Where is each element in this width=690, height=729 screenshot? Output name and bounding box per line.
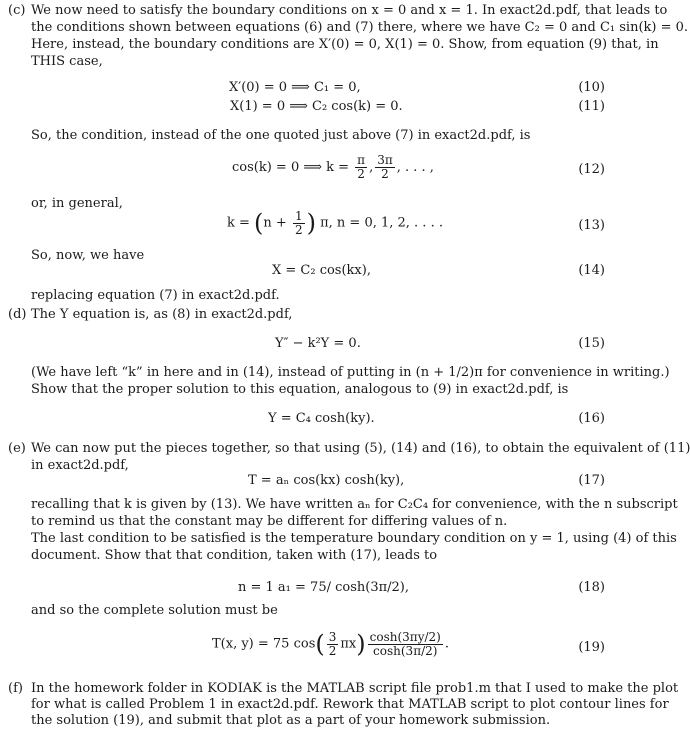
equation-16-number: (16) bbox=[578, 411, 605, 426]
equation-12: cos(k) = 0 ⟹ k = $\frac{\pi}{2}$ , $\frac{3\pi}{2}$ , . . . , bbox=[232, 153, 434, 181]
equation-12-tail: , . . . , bbox=[396, 160, 434, 175]
condition-sentence: So, the condition, instead of the one quoted just above (7) in exact2d.pdf, is bbox=[31, 128, 531, 143]
part-c-label: (c) bbox=[8, 3, 26, 18]
last-condition-line-2: document. Show that that condition, taken with (17), leads to bbox=[31, 548, 438, 563]
in-general-text: or, in general, bbox=[31, 196, 123, 211]
part-f-line-2: for what is called Problem 1 in exact2d.pdf. Rework that MATLAB script to plot contour lines for bbox=[31, 697, 669, 712]
equation-13-left: k = bbox=[227, 215, 255, 231]
part-d-intro: The Y equation is, as (8) in exact2d.pdf, bbox=[31, 307, 293, 322]
equation-10: X′(0) = 0 ⟹ C₁ = 0, bbox=[229, 80, 361, 95]
equation-12-fraction-1: $\frac{\pi}{2}$ bbox=[357, 153, 366, 181]
equation-19-fraction-2: $\frac{\cosh(3\pi y/2)}{\cosh(3\pi/2)}$ bbox=[369, 629, 441, 658]
equation-14-number: (14) bbox=[578, 263, 605, 278]
part-f-line-1: In the homework folder in KODIAK is the MATLAB script file prob1.m that I used to make the plot bbox=[31, 681, 679, 696]
part-c-intro-line-2: the conditions shown between equations (6) and (7) there, where we have C₂ = 0 and C₁ sin(k) = 0. bbox=[31, 20, 689, 35]
part-e-intro-line-1: We can now put the pieces together, so that using (5), (14) and (16), to obtain the equivalent of (11) bbox=[31, 441, 690, 456]
last-condition-line-1: The last condition to be satisfied is the temperature boundary condition on y = 1, using (4) of this bbox=[31, 531, 677, 546]
part-f-label: (f) bbox=[8, 681, 23, 696]
part-d-note-line-2: Show that the proper solution to this equation, analogous to (9) in exact2d.pdf, is bbox=[31, 382, 569, 397]
equation-11: X(1) = 0 ⟹ C₂ cos(k) = 0. bbox=[230, 99, 403, 114]
part-f-line-3: the solution (19), and submit that plot as a part of your homework submission. bbox=[31, 713, 551, 728]
equation-13-number: (13) bbox=[578, 218, 605, 233]
equation-16: Y = C₄ cosh(ky). bbox=[268, 411, 375, 426]
equation-15: Y″ − k²Y = 0. bbox=[275, 336, 361, 351]
part-c-intro-line-1: We now need to satisfy the boundary conditions on x = 0 and x = 1. In exact2d.pdf, that leads to bbox=[31, 3, 668, 18]
equation-13: k = (n + $\frac{1}{2}$ ) π, n = 0, 1, 2, . . . . bbox=[227, 208, 443, 237]
equation-19-fraction-1: $\frac{3}{2}$ bbox=[328, 629, 337, 658]
equation-15-number: (15) bbox=[578, 336, 605, 351]
now-have-text: So, now, we have bbox=[31, 248, 145, 263]
equation-19: T(x, y) = 75 cos( $\frac{3}{2}$ πx) $\frac{\cosh(3\pi y/2)}{\cosh(3\pi/2)}$ . bbox=[212, 629, 449, 658]
part-c-intro-line-3: Here, instead, the boundary conditions are X′(0) = 0, X(1) = 0. Show, from equation (9) that, in bbox=[31, 37, 659, 52]
complete-solution-text: and so the complete solution must be bbox=[31, 603, 278, 618]
equation-18: n = 1 a₁ = 75/ cosh(3π/2), bbox=[238, 580, 409, 595]
equation-12-number: (12) bbox=[578, 162, 605, 177]
equation-18-number: (18) bbox=[578, 580, 605, 595]
equation-19-number: (19) bbox=[578, 640, 605, 655]
part-e-label: (e) bbox=[8, 441, 26, 456]
equation-19-left: T(x, y) = 75 cos bbox=[212, 636, 316, 652]
recalling-line-2: to remind us that the constant may be different for differing values of n. bbox=[31, 514, 508, 529]
equation-17: T = aₙ cos(kx) cosh(ky), bbox=[248, 473, 405, 488]
equation-13-fraction: $\frac{1}{2}$ bbox=[294, 208, 303, 237]
equation-12-left: cos(k) = 0 ⟹ k = bbox=[232, 160, 354, 175]
equation-10-number: (10) bbox=[578, 80, 605, 95]
equation-17-number: (17) bbox=[578, 473, 605, 488]
part-c-intro-line-4: THIS case, bbox=[31, 54, 103, 69]
recalling-line-1: recalling that k is given by (13). We have written aₙ for C₂C₄ for convenience, with the n subscript bbox=[31, 497, 678, 512]
equation-13-tail: π, n = 0, 1, 2, . . . . bbox=[315, 215, 443, 231]
equation-14: X = C₂ cos(kx), bbox=[272, 263, 371, 278]
part-e-intro-line-2: in exact2d.pdf, bbox=[31, 458, 129, 473]
part-d-note-line-1: (We have left “k” in here and in (14), instead of putting in (n + 1/2)π for convenience in writing.) bbox=[31, 365, 670, 380]
equation-11-number: (11) bbox=[578, 99, 605, 114]
replacing-text: replacing equation (7) in exact2d.pdf. bbox=[31, 288, 280, 303]
part-d-label: (d) bbox=[8, 307, 27, 322]
equation-12-fraction-2: $\frac{3\pi}{2}$ bbox=[377, 153, 393, 181]
